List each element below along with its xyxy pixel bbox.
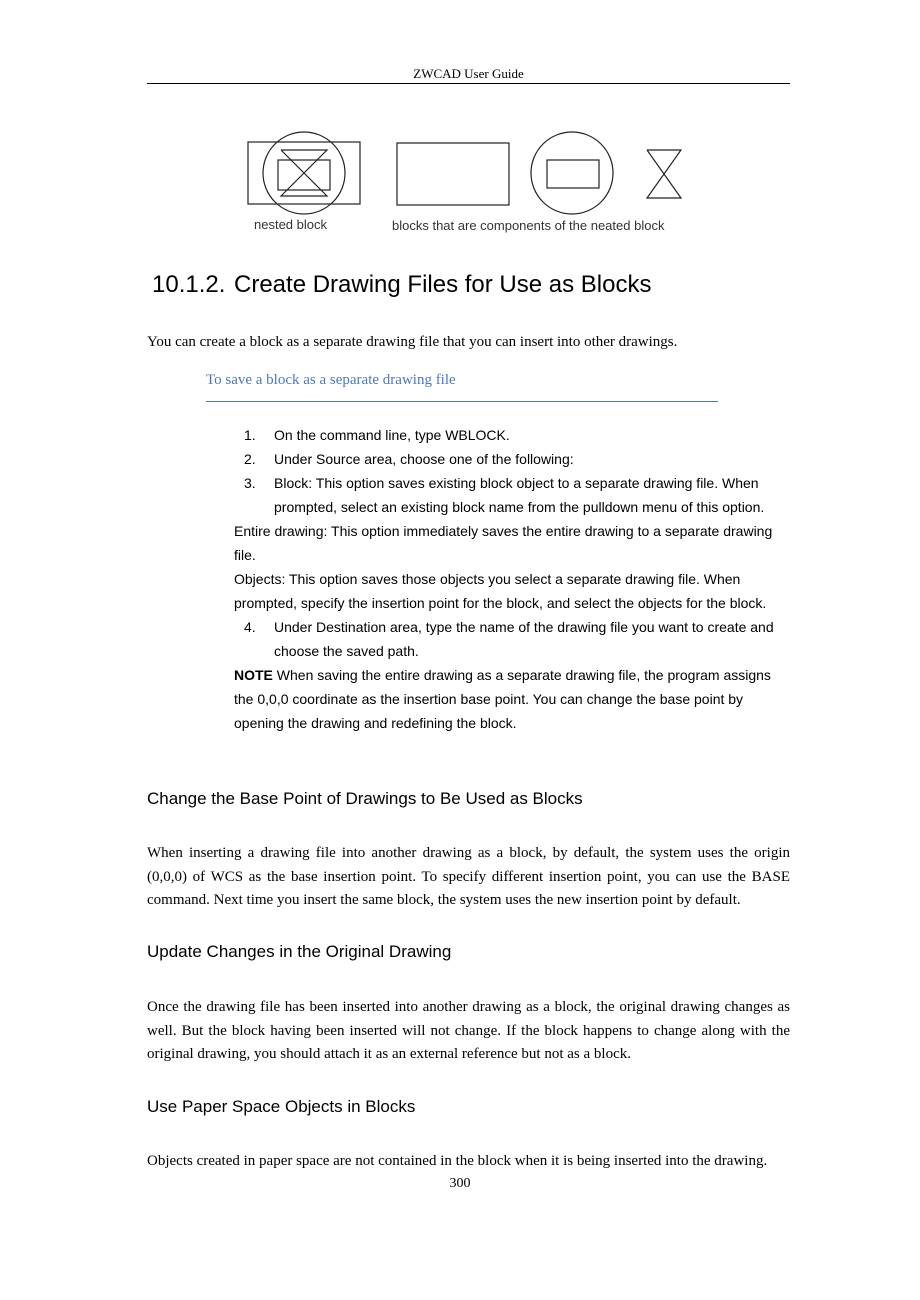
step-text: Under Destination area, type the name of the drawing file you want to create and choose the saved path. [274,619,774,659]
intro-paragraph: You can create a block as a separate drawing file that you can insert into other drawings. [147,334,678,350]
header-rule [147,83,790,84]
step-number: 3. [244,475,256,491]
block-diagram [240,122,700,222]
procedure-steps [234,423,789,735]
running-header: ZWCAD User Guide [413,66,524,81]
step-text: Under Source area, choose one of the following: [274,451,574,467]
step-number: 1. [244,427,256,443]
nested-block-shape [248,132,360,214]
option-objects: Objects: This option saves those objects you select a separate drawing file. When prompted, specify the insertion point for the block, and select the objects for the block. [234,571,767,611]
hourglass-block-shape [647,150,681,198]
step-text: Block: This option saves existing block object to a separate drawing file. When prompted, select an existing block name from the pulldown menu of this option. [274,475,765,515]
base-point-heading: Change the Base Point of Drawings to Be Used as Blocks [147,789,583,808]
rectangle-block-shape [397,143,509,205]
circle-block-shape [531,132,613,214]
option-entire-drawing: Entire drawing: This option immediately saves the entire drawing to a separate drawing file. [234,523,773,563]
section-heading [152,271,651,299]
figure-caption-components: blocks that are components of the neated block [392,218,665,233]
page-number: 300 [449,1176,471,1191]
step-4 [234,615,789,663]
step-3 [234,471,789,519]
section-number: 10.1.2. [152,271,226,298]
step-1 [234,423,789,447]
procedure-rule [206,401,718,402]
update-changes-paragraph: Once the drawing file has been inserted into another drawing as a block, the original drawing changes as well. But the block having been inserted will not change. If the block happens to change along with the original drawing, you should attach it as an external reference but not as a block. [147,999,790,1062]
note-label: NOTE [234,667,273,683]
base-point-paragraph: When inserting a drawing file into another drawing as a block, by default, the system uses the origin (0,0,0) of WCS as the base insertion point. To specify different insertion point, you can use the BASE command. Next time you insert the same block, the system uses the new insertion point by default. [147,845,790,908]
update-changes-heading: Update Changes in the Original Drawing [147,942,452,961]
note [234,663,789,735]
paper-space-heading: Use Paper Space Objects in Blocks [147,1097,416,1116]
procedure-title: To save a block as a separate drawing file [206,372,456,388]
step-2 [234,447,789,471]
block-figure [240,122,700,242]
step-number: 4. [244,619,256,635]
paper-space-paragraph: Objects created in paper space are not contained in the block when it is being inserted into the drawing. [147,1153,768,1169]
figure-caption-nested: nested block [254,217,327,232]
section-title: Create Drawing Files for Use as Blocks [234,271,652,298]
step-number: 2. [244,451,256,467]
step-text: On the command line, type WBLOCK. [274,427,510,443]
note-text: When saving the entire drawing as a separate drawing file, the program assigns the 0,0,0 coordinate as the insertion base point. You can change the base point by opening the drawing and redefining the block. [234,667,771,731]
